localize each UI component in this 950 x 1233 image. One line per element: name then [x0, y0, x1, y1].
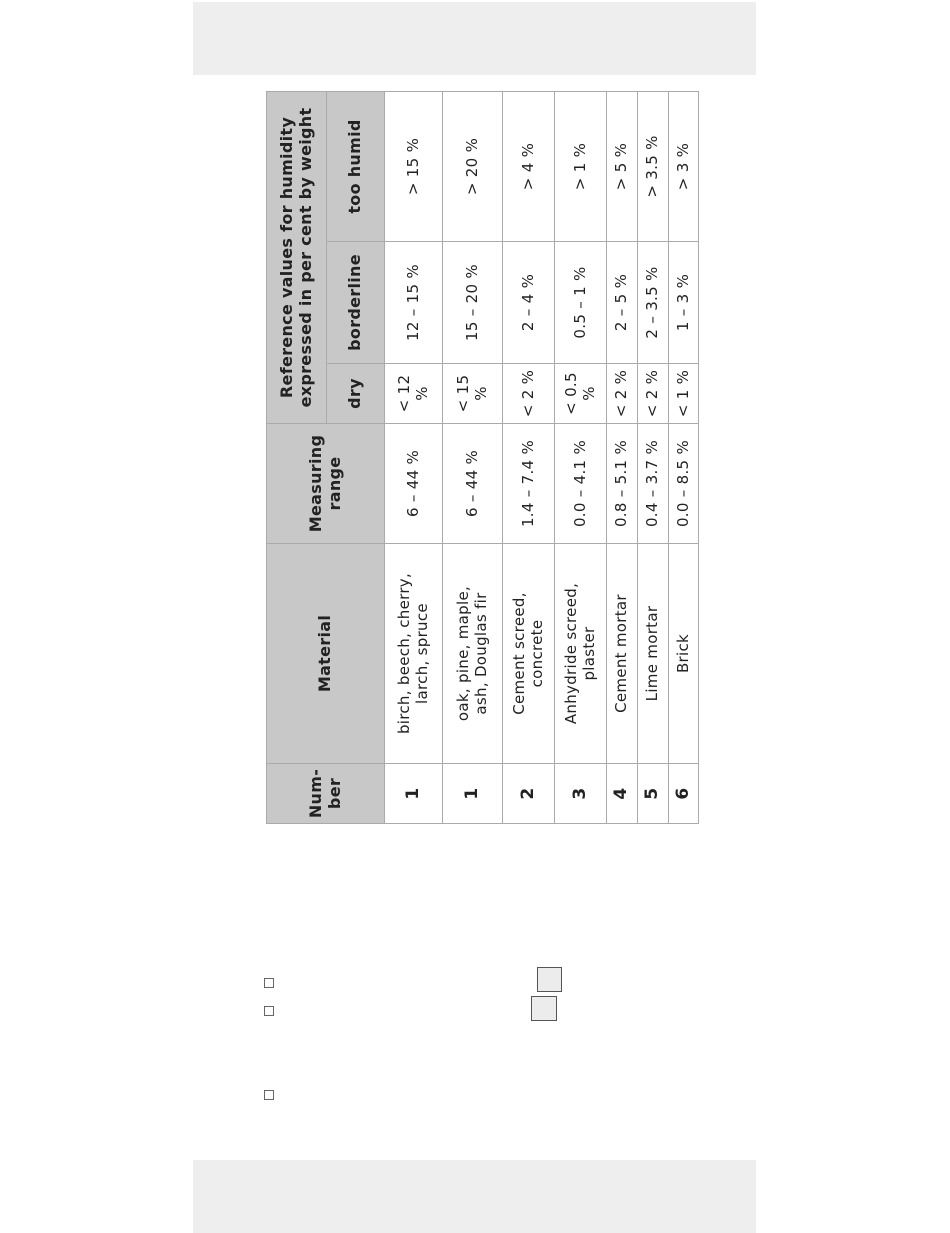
checkbox[interactable]: [264, 1006, 274, 1016]
footer-band: [193, 1160, 756, 1233]
cell-borderline: 0.5 – 1 %: [555, 242, 607, 364]
cell-material: Cement screed, concrete: [503, 544, 555, 764]
cell-number: 1: [385, 764, 443, 824]
table-row: [503, 92, 555, 824]
table-row: [638, 92, 669, 824]
header-dry: dry: [327, 364, 385, 424]
cell-too-humid: > 3.5 %: [638, 92, 669, 242]
cell-too-humid: > 1 %: [555, 92, 607, 242]
table-row: [385, 92, 443, 824]
cell-number: 1: [443, 764, 503, 824]
table-row: [607, 92, 638, 824]
cell-material: birch, beech, cherry, larch, spruce: [385, 544, 443, 764]
cell-measuring-range: 6 – 44 %: [385, 424, 443, 544]
cell-material: Brick: [669, 544, 699, 764]
cell-number: 2: [503, 764, 555, 824]
cell-measuring-range: 0.4 – 3.7 %: [638, 424, 669, 544]
cell-too-humid: > 5 %: [607, 92, 638, 242]
cell-borderline: 15 – 20 %: [443, 242, 503, 364]
cell-measuring-range: 6 – 44 %: [443, 424, 503, 544]
header-number: Num- ber: [267, 764, 385, 824]
header-reference-values: Reference values for humidity expressed in per cent by weight: [267, 92, 327, 424]
cell-measuring-range: 0.0 – 8.5 %: [669, 424, 699, 544]
cell-borderline: 2 – 3.5 %: [638, 242, 669, 364]
header-material: Material: [267, 544, 385, 764]
cell-too-humid: > 15 %: [385, 92, 443, 242]
table-row: [669, 92, 699, 824]
cell-too-humid: > 3 %: [669, 92, 699, 242]
cell-dry: < 0.5 %: [555, 364, 607, 424]
table-row: [555, 92, 607, 824]
humidity-reference-table: [266, 91, 699, 824]
cell-dry: < 12 %: [385, 364, 443, 424]
key-square: [531, 996, 557, 1021]
humidity-reference-table-container: [266, 92, 691, 824]
cell-measuring-range: 0.8 – 5.1 %: [607, 424, 638, 544]
cell-material: oak, pine, maple, ash, Douglas fir: [443, 544, 503, 764]
checkbox[interactable]: [264, 978, 274, 988]
cell-too-humid: > 20 %: [443, 92, 503, 242]
cell-number: 5: [638, 764, 669, 824]
cell-material: Anhydride screed, plaster: [555, 544, 607, 764]
cell-dry: < 2 %: [503, 364, 555, 424]
cell-dry: < 2 %: [638, 364, 669, 424]
cell-measuring-range: 1.4 – 7.4 %: [503, 424, 555, 544]
header-measuring-range: Measuring range: [267, 424, 385, 544]
header-band: [193, 2, 756, 75]
header-borderline: borderline: [327, 242, 385, 364]
cell-dry: < 2 %: [607, 364, 638, 424]
cell-number: 3: [555, 764, 607, 824]
cell-dry: < 15 %: [443, 364, 503, 424]
cell-dry: < 1 %: [669, 364, 699, 424]
cell-material: Lime mortar: [638, 544, 669, 764]
table-row: [443, 92, 503, 824]
checkbox[interactable]: [264, 1090, 274, 1100]
cell-measuring-range: 0.0 – 4.1 %: [555, 424, 607, 544]
header-too-humid: too humid: [327, 92, 385, 242]
cell-number: 6: [669, 764, 699, 824]
cell-borderline: 2 – 5 %: [607, 242, 638, 364]
cell-number: 4: [607, 764, 638, 824]
cell-borderline: 1 – 3 %: [669, 242, 699, 364]
cell-borderline: 12 – 15 %: [385, 242, 443, 364]
cell-material: Cement mortar: [607, 544, 638, 764]
cell-borderline: 2 – 4 %: [503, 242, 555, 364]
cell-too-humid: > 4 %: [503, 92, 555, 242]
key-square: [537, 967, 562, 992]
